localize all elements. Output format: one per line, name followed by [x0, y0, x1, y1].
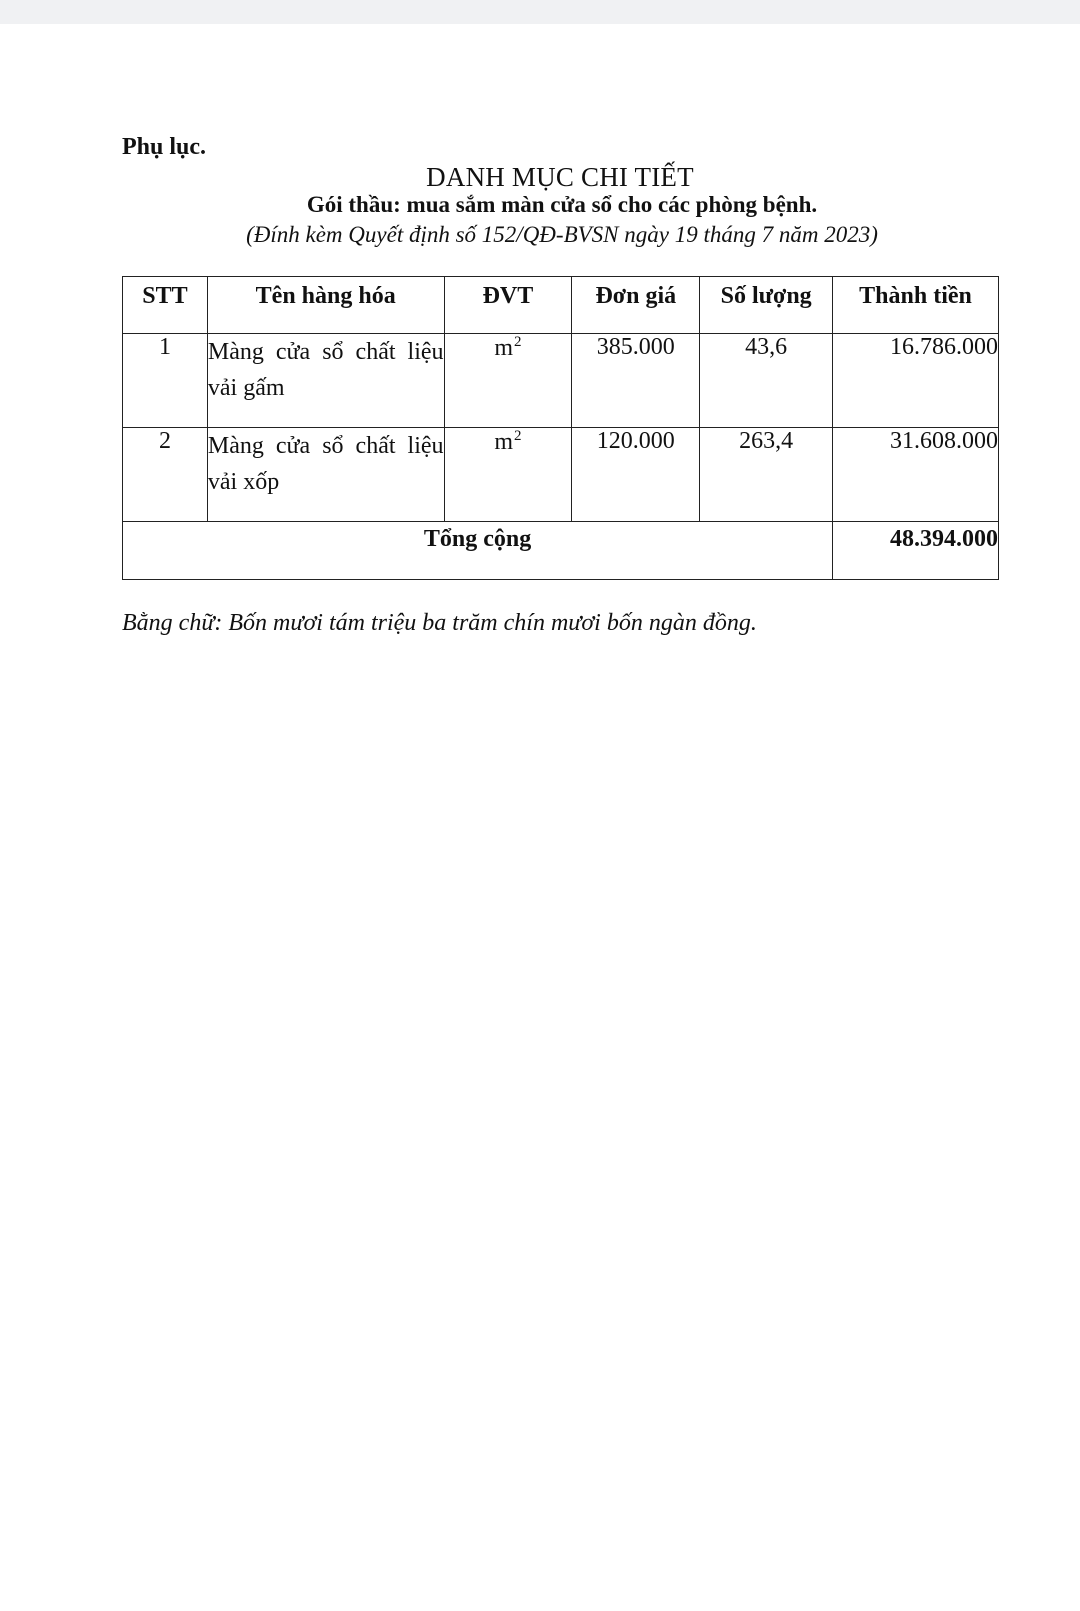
row-quantity: 263,4 [700, 428, 833, 522]
table-row [123, 334, 999, 428]
total-label: Tổng cộng [123, 522, 833, 580]
table-header-row [123, 277, 999, 334]
header-unit: ĐVT [444, 277, 572, 334]
header-item-name: Tên hàng hóa [207, 277, 444, 334]
table-row [123, 428, 999, 522]
document-page [0, 24, 1080, 1611]
row-unit-price: 120.000 [572, 428, 700, 522]
unit-value [494, 428, 521, 456]
row-unit [444, 428, 572, 522]
row-stt: 2 [123, 428, 208, 522]
document-title: DANH MỤC CHI TIẾT [426, 162, 694, 192]
total-row [123, 522, 999, 580]
row-unit [444, 334, 572, 428]
row-amount: 31.608.000 [833, 428, 999, 522]
attachment-note: (Đính kèm Quyết định số 152/QĐ-BVSN ngày 19 tháng 7 năm 2023) [246, 222, 878, 247]
appendix-label: Phụ lục. [122, 134, 207, 160]
items-table [122, 276, 999, 580]
row-stt: 1 [123, 334, 208, 428]
header-unit-price: Đơn giá [572, 277, 700, 334]
row-item-name: Màng cửa sổ chất liệu vải xốp [207, 428, 444, 522]
total-amount: 48.394.000 [833, 522, 999, 580]
header-stt: STT [123, 277, 208, 334]
unit-value [494, 334, 521, 362]
row-item-name: Màng cửa sổ chất liệu vải gấm [207, 334, 444, 428]
row-unit-price: 385.000 [572, 334, 700, 428]
unit-base: m [494, 429, 514, 455]
row-amount: 16.786.000 [833, 334, 999, 428]
unit-exponent: 2 [514, 334, 522, 350]
unit-base: m [494, 335, 514, 361]
amount-in-words: Bằng chữ: Bốn mươi tám triệu ba trăm chín mươi bốn ngàn đồng. [122, 610, 757, 636]
document-subtitle: Gói thầu: mua sắm màn cửa sổ cho các phòng bệnh. [306, 192, 818, 217]
header-amount: Thành tiền [833, 277, 999, 334]
header-quantity: Số lượng [700, 277, 833, 334]
row-quantity: 43,6 [700, 334, 833, 428]
viewer-top-strip [0, 0, 1080, 24]
unit-exponent: 2 [514, 428, 522, 444]
